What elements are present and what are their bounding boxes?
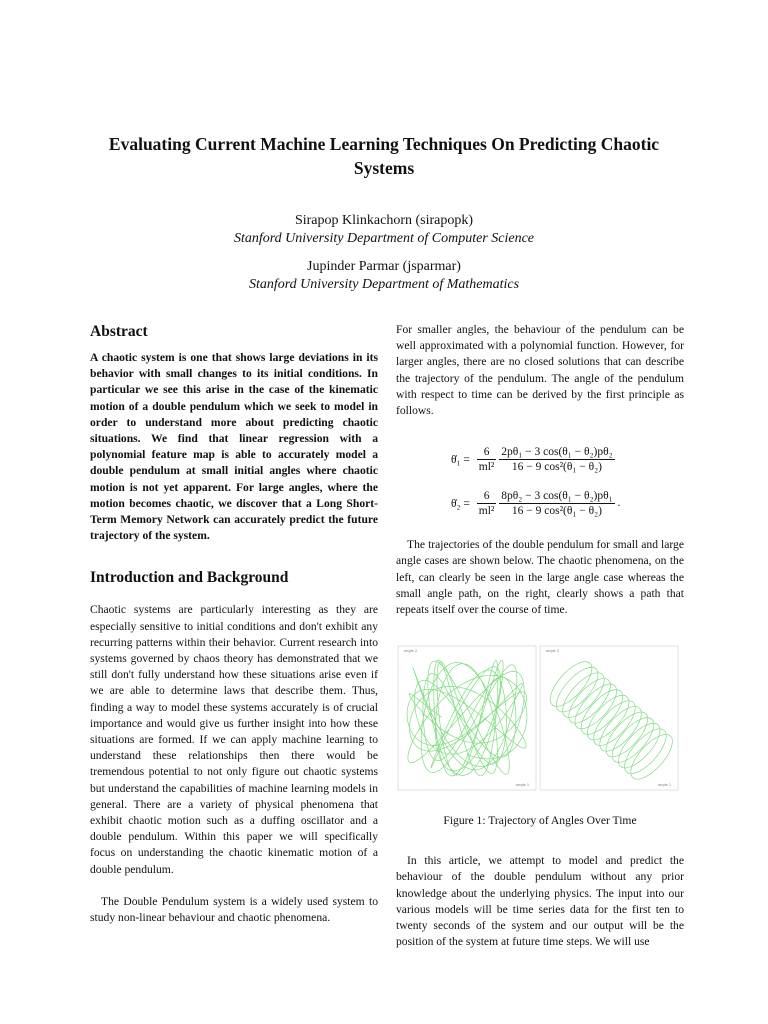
x-axis-label: angle 1 xyxy=(658,783,672,788)
author-affiliation: Stanford University Department of Computer Science xyxy=(233,231,535,246)
left-panel-label: angle 2 xyxy=(404,649,418,654)
right-paragraph-2: The trajectories of the double pendulum for small and large angle cases are shown below. The chaotic phenomena, on the left, can clearly be seen in the large angle case whereas the small angle path, on the right, clearly shows a path that repeats itself over the course of time. xyxy=(396,538,684,617)
author-block-1 xyxy=(80,212,688,248)
intro-paragraph-2: The Double Pendulum system is a widely used system to study non-linear behaviour and chaotic phenomena. xyxy=(90,894,378,925)
author-block-2 xyxy=(80,258,688,294)
equations xyxy=(396,435,684,531)
paper-title: Evaluating Current Machine Learning Techniques On Predicting Chaotic Systems xyxy=(108,134,660,178)
trajectory-figure xyxy=(396,644,680,794)
author-name: Jupinder Parmar (jsparmar) xyxy=(307,259,461,274)
right-paragraph-3: In this article, we attempt to model and predict the behaviour of the double pendulum without any prior knowledge about the underlying physics. The input into our various models will be time series data for the first ten to twenty seconds of the system and our output will be the position of the system at future time steps. We will use xyxy=(396,854,684,949)
author-affiliation: Stanford University Department of Mathematics xyxy=(248,277,520,292)
equation-1: θ̇₁ = $\frac{6}{\text{ml²}}$ $\frac{\text{2pθ₁ − 3 cos(θ₁ − θ₂)pθ₂}}{\text{16 − 9 cos²(θ₁ − θ₂)}}$ xyxy=(451,446,613,474)
right-panel-label: angle 2 xyxy=(546,649,560,654)
trajectory-figure-svg xyxy=(396,644,680,794)
abstract-heading: Abstract xyxy=(90,323,148,340)
right-column xyxy=(396,322,684,950)
abstract-text: A chaotic system is one that shows large deviations in its behavior with small changes to its initial conditions. In particular we see this arise in the case of the kinematic motion of a double pendulum which we seek to model in order to understand more about predicting chaotic situations. We find that linear regression with a polynomial feature map is able to accurately model a double pendulum at small initial angles where chaotic motion is not yet apparent. For large angles, where the motion becomes chaotic, we discover that a Long Short-Term Memory Network can accurately predict the future trajectory of the system. xyxy=(90,351,378,543)
right-paragraph-1: For smaller angles, the behaviour of the pendulum can be well approximated with a polynomial function. However, for larger angles, there are no closed solutions that can describe the trajectory of the pendulum. The angle of the pendulum with respect to time can be derived by the first principle as follows. xyxy=(396,323,684,418)
figure-caption: Figure 1: Trajectory of Angles Over Time xyxy=(443,814,637,828)
x-axis-label: angle 1 xyxy=(516,783,530,788)
author-name: Sirapop Klinkachorn (sirapopk) xyxy=(294,213,474,228)
intro-heading: Introduction and Background xyxy=(90,569,289,587)
left-column xyxy=(90,322,378,926)
intro-paragraph-1: Chaotic systems are particularly interesting as they are especially sensitive to initial conditions and don't exhibit any recurring patterns within their behavior. Current research into systems governed by chaos theory has demonstrated that we still don't fully understand how these situations arise even if we are able to determine laws that describe them. Thus, finding a way to model these systems accurately is of crucial importance and would give us further insight into how these situations are formed. If we can apply machine learning to understand these relationships then there would be tremendous potential to not only figure out chaotic systems but understand the capabilities of machine learning models in general. There are a variety of physical phenomena that exhibit chaotic motion such as a duffing oscillator and a double pendulum. Within this paper we will specifically focus on understanding the chaotic kinematic motion of a double pendulum. xyxy=(90,603,378,876)
equation-2: θ̇₂ = $\frac{6}{\text{ml²}}$ $\frac{\text{8pθ₂ − 3 cos(θ₁ − θ₂)pθ₁}}{\text{16 − 9 cos²(θ₁ − θ₂)}}$ . xyxy=(451,490,621,518)
